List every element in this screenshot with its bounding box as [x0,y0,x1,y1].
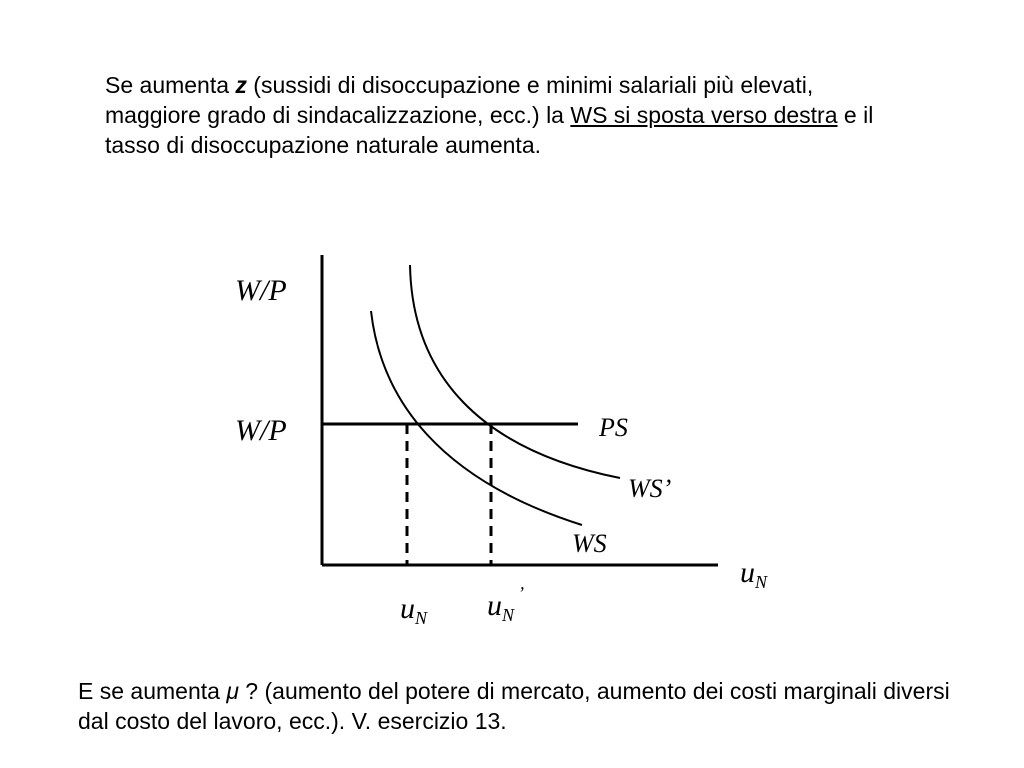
ps-curve-label: PS [599,413,628,442]
un-prime-label [487,583,524,625]
mu-variable: μ [226,678,239,704]
y-axis-label: W/P [235,274,287,307]
question-part1: E se aumenta [78,678,227,704]
ws-shift-underlined: WS si sposta verso destra [570,102,838,128]
ps-level-label: W/P [235,414,287,447]
x-axis-label [740,556,768,592]
ws-prime-label: WS’ [628,474,672,503]
un-label-main: u [400,592,415,625]
ws-curve [371,311,582,525]
intro-text-part2: (sussidi di disoccupazione e minimi salariali più elevati, maggiore grado di sindacalizzazione, ecc.) la [105,72,814,128]
intro-text-part1: Se aumenta [105,72,236,98]
closing-question [78,676,978,736]
ws-label: WS [572,529,607,558]
ws-prime-curve [410,265,620,478]
question-part2: ? (aumento del potere di mercato, aumento dei costi marginali diversi dal costo del lavoro, ecc.). V. esercizio 13. [78,678,950,734]
un-prime-mark: ’ [518,583,525,603]
z-variable: z [235,72,247,98]
un-prime-label-main: u [487,589,502,622]
x-axis-label-sub: N [755,572,768,592]
x-axis-label-main: u [740,556,755,589]
un-label-sub: N [415,608,428,628]
intro-text-part3: e il tasso di disoccupazione naturale aumenta. [105,102,874,158]
un-prime-label-sub: N [502,605,515,625]
un-label [400,592,428,628]
